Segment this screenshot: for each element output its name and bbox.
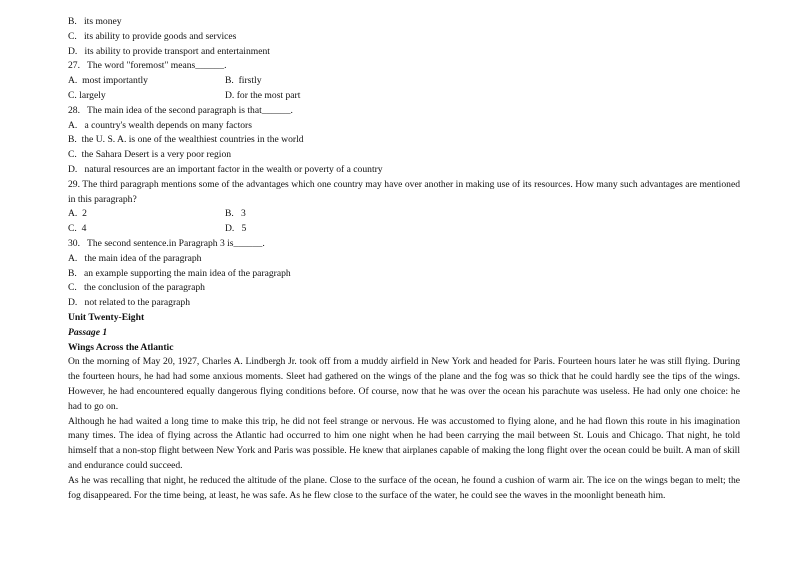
q30-option-b: B. an example supporting the main idea of the paragraph (68, 267, 291, 279)
q29-options-row-1 (68, 207, 740, 222)
question-28: 28. The main idea of the second paragraph is that______. (68, 104, 293, 116)
q27-option-d: D. for the most part (225, 89, 301, 101)
q27-options-row-2 (68, 89, 740, 104)
q26-option-b: B. its money (68, 16, 122, 27)
question-27: 27. The word "foremost" means______. (68, 60, 227, 72)
passage-paragraph-1: On the morning of May 20, 1927, Charles A. Lindbergh Jr. took off from a muddy airfield in New York and headed for Paris. Fourteen hours later he was still flying. During the fourteen hours, he had had some anxious moments. Sleet had gathered on the wings of the plane and the fog was so thick that he could hardly see the tips of the wings. However, he had encountered equally dangerous flying conditions before. Of course, now that he was over the ocean his parachute was useless. He had only one choice: he had to go on. (68, 356, 740, 412)
passage-title: Wings Across the Atlantic (68, 341, 174, 353)
q28-option-c: C. the Sahara Desert is a very poor region (68, 149, 232, 161)
q28-option-b: B. the U. S. A. is one of the wealthiest countries in the world (68, 134, 304, 146)
q29-option-c: C. 4 (68, 223, 87, 235)
q27-option-b: B. firstly (225, 75, 262, 87)
passage-paragraph-2: Although he had waited a long time to make this trip, he did not feel strange or nervous. He was accustomed to flying alone, and he had flown this route in his imagination many times. The idea of flying across the Atlantic had occurred to him one night when he had been carrying the mail between St. Louis and Chicago. That night, he told himself that a non-stop flight between New York and Paris was possible. He knew that airplanes capable of making the long flight over the ocean could be built. A man of skill and endurance could succeed. (68, 415, 740, 471)
q30-option-c: C. the conclusion of the paragraph (68, 282, 205, 294)
unit-title: Unit Twenty-Eight (68, 311, 145, 323)
q28-option-a: A. a country's wealth depends on many factors (68, 119, 252, 131)
q29-option-b: B. 3 (225, 208, 246, 220)
passage-label: Passage 1 (68, 326, 108, 338)
document-page (68, 15, 740, 503)
q29-options-row-2 (68, 222, 740, 237)
q30-option-d: D. not related to the paragraph (68, 297, 191, 309)
q29-option-a: A. 2 (68, 208, 87, 220)
q27-option-c: C. largely (68, 89, 106, 101)
q29-option-d: D. 5 (225, 223, 247, 235)
q26-option-d: D. its ability to provide transport and entertainment (68, 45, 270, 57)
question-30: 30. The second sentence.in Paragraph 3 is______. (68, 237, 265, 249)
q27-options-row-1 (68, 74, 740, 89)
q30-option-a: A. the main idea of the paragraph (68, 252, 202, 264)
q28-option-d: D. natural resources are an important factor in the wealth or poverty of a country (68, 163, 383, 175)
question-29: 29. The third paragraph mentions some of the advantages which one country may have over another in making use of its resources. How many such advantages are mentioned in this paragraph? (68, 178, 740, 205)
q27-option-a: A. most importantly (68, 75, 148, 87)
q26-option-c: C. its ability to provide goods and services (68, 30, 237, 42)
passage-paragraph-3: As he was recalling that night, he reduced the altitude of the plane. Close to the surface of the ocean, he found a cushion of warm air. The ice on the wings began to melt; the fog disappeared. For the time being, at least, he was safe. As he flew close to the surface of the water, he could see the waves in the moonlight beneath him. (68, 474, 740, 501)
